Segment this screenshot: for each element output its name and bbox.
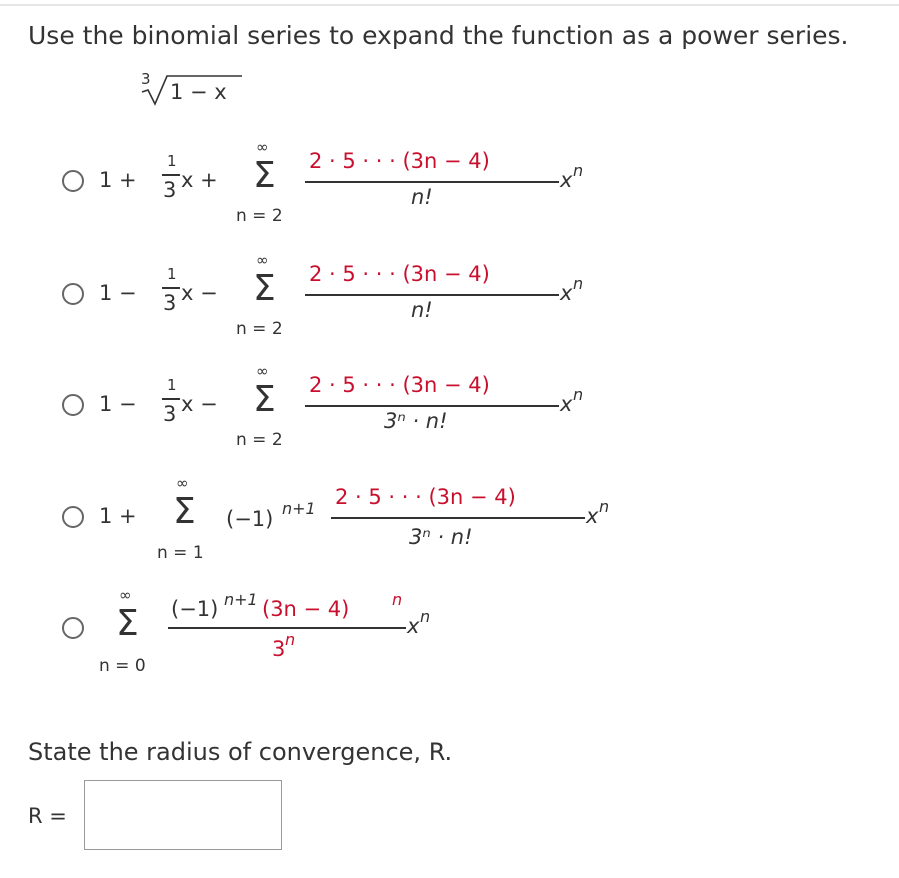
option-4-power-exp: n bbox=[599, 497, 610, 516]
option-2-frac-bar bbox=[162, 287, 180, 289]
answer-label: R = bbox=[28, 804, 67, 828]
option-1-numerator: 2 · 5 · · · (3n − 4) bbox=[309, 149, 490, 173]
option-1-x-term: x + bbox=[181, 168, 218, 192]
option-4-fraction-bar bbox=[331, 517, 585, 519]
root-index: 3 bbox=[141, 70, 151, 88]
option-4-sign-factor: (−1) bbox=[226, 507, 274, 531]
option-5-sign-factor: (−1) bbox=[171, 597, 219, 621]
option-5-power: x bbox=[407, 614, 420, 638]
summation-icon: Σ bbox=[253, 268, 276, 309]
option-5-fraction-bar bbox=[168, 627, 406, 629]
option-3-lead: 1 − bbox=[99, 392, 137, 416]
option-1-fraction-bar bbox=[305, 181, 559, 183]
option-1-lead: 1 + bbox=[99, 168, 137, 192]
option-1-power: x bbox=[560, 168, 573, 192]
option-2-lead: 1 − bbox=[99, 281, 137, 305]
option-5-denominator-exp: n bbox=[285, 630, 296, 649]
option-1-frac-den: 3 bbox=[163, 178, 177, 202]
radius-answer-input[interactable] bbox=[84, 780, 282, 850]
option-1-radio[interactable] bbox=[62, 170, 84, 192]
option-1-frac-bar bbox=[162, 174, 180, 176]
option-1-denominator: n! bbox=[411, 185, 433, 209]
option-4-lead: 1 + bbox=[99, 504, 137, 528]
option-3-frac-num: 1 bbox=[167, 376, 177, 394]
summation-icon: Σ bbox=[173, 491, 196, 532]
option-2-power: x bbox=[560, 281, 573, 305]
option-4-sum-lower: n = 1 bbox=[157, 543, 204, 563]
radicand: 1 − x bbox=[170, 80, 227, 104]
option-5-sum-lower: n = 0 bbox=[99, 656, 146, 676]
option-4-sum-upper: ∞ bbox=[176, 474, 189, 492]
option-5-numerator-rest: (3n − 4) bbox=[262, 597, 350, 621]
option-3-frac-bar bbox=[162, 398, 180, 400]
option-5-sum-upper: ∞ bbox=[119, 586, 132, 604]
question-text: Use the binomial series to expand the function as a power series. bbox=[28, 21, 849, 50]
option-4-numerator: 2 · 5 · · · (3n − 4) bbox=[335, 485, 516, 509]
option-3-numerator: 2 · 5 · · · (3n − 4) bbox=[309, 373, 490, 397]
option-5-sign-exp: n+1 bbox=[224, 590, 258, 609]
option-3-power: x bbox=[560, 392, 573, 416]
option-2-power-exp: n bbox=[573, 274, 584, 293]
option-2-sum-upper: ∞ bbox=[256, 251, 269, 269]
option-1-sum-upper: ∞ bbox=[256, 138, 269, 156]
top-divider bbox=[0, 4, 899, 6]
option-3-radio[interactable] bbox=[62, 394, 84, 416]
option-3-sum-lower: n = 2 bbox=[236, 430, 283, 450]
option-2-numerator: 2 · 5 · · · (3n − 4) bbox=[309, 262, 490, 286]
option-3-x-term: x − bbox=[181, 392, 218, 416]
option-5-radio[interactable] bbox=[62, 617, 84, 639]
option-2-frac-num: 1 bbox=[167, 265, 177, 283]
option-3-sum-upper: ∞ bbox=[256, 362, 269, 380]
option-2-sum-lower: n = 2 bbox=[236, 319, 283, 339]
summation-icon: Σ bbox=[253, 155, 276, 196]
summation-icon: Σ bbox=[116, 603, 139, 644]
option-1-frac-num: 1 bbox=[167, 152, 177, 170]
option-4-denominator: 3ⁿ · n! bbox=[409, 525, 473, 549]
radius-prompt: State the radius of convergence, R. bbox=[28, 738, 453, 766]
option-2-radio[interactable] bbox=[62, 283, 84, 305]
option-5-denominator: 3 bbox=[272, 637, 286, 661]
summation-icon: Σ bbox=[253, 379, 276, 420]
option-2-x-term: x − bbox=[181, 281, 218, 305]
option-2-denominator: n! bbox=[411, 298, 433, 322]
option-5-power-exp: n bbox=[420, 607, 431, 626]
option-3-power-exp: n bbox=[573, 385, 584, 404]
option-4-sign-exp: n+1 bbox=[282, 499, 316, 518]
option-3-frac-den: 3 bbox=[163, 402, 177, 426]
option-4-power: x bbox=[586, 504, 599, 528]
option-1-sum-lower: n = 2 bbox=[236, 206, 283, 226]
option-2-frac-den: 3 bbox=[163, 291, 177, 315]
option-1-power-exp: n bbox=[573, 161, 584, 180]
option-3-denominator: 3ⁿ · n! bbox=[384, 409, 448, 433]
option-4-radio[interactable] bbox=[62, 506, 84, 528]
option-3-fraction-bar bbox=[305, 405, 559, 407]
option-2-fraction-bar bbox=[305, 294, 559, 296]
option-5-numerator-exp: n bbox=[392, 590, 403, 609]
